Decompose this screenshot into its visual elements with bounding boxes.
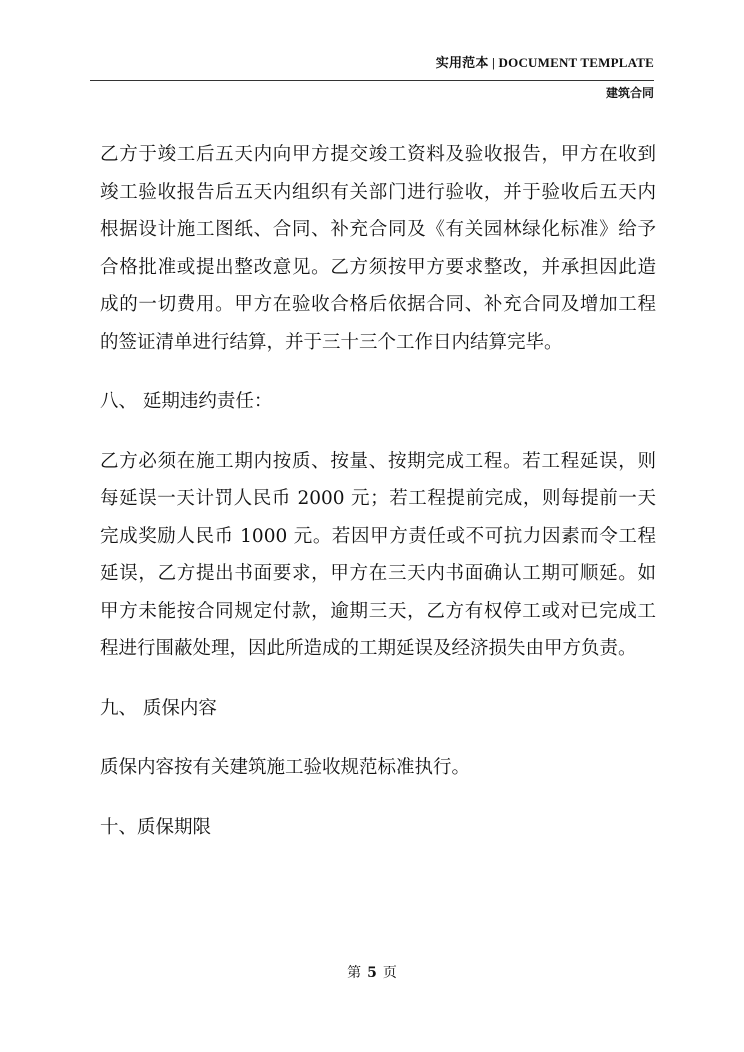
paragraph-line: 甲方未能按合同规定付款，逾期三天，乙方有权停工或对已完成工 [100,600,656,622]
paragraph-line: 乙方必须在施工期内按质、按量、按期完成工程。若工程延误，则 [100,450,656,472]
paragraph-line: 成的一切费用。甲方在验收合格后依据合同、补充合同及增加工程 [100,294,656,315]
document-body [100,136,656,846]
page-footer [0,962,744,982]
paragraph-line: 根据设计施工图纸、合同、补充合同及《有关园林绿化标准》给予 [100,219,656,240]
paragraph-warranty-content: 质保内容按有关建筑施工验收规范标准执行。 [100,757,471,778]
paragraph-line: 的签证清单进行结算，并于三十三个工作日内结算完毕。 [100,331,563,353]
section-heading-9: 九、 质保内容 [100,697,217,719]
paragraph-line: 乙方于竣工后五天内向甲方提交竣工资料及验收报告，甲方在收到 [100,144,656,165]
paragraph-acceptance [100,136,656,361]
page-number: 5 [367,965,377,981]
header-divider [90,80,654,81]
paragraph-line: 完成奖励人民币 1000 元。若因甲方责任或不可抗力因素而令工程 [100,525,656,547]
section-heading-8: 八、 延期违约责任： [100,391,273,412]
page-label-prefix: 第 [347,965,362,981]
paragraph-line: 每延误一天计罚人民币 2000 元；若工程提前完成，则每提前一天 [100,488,656,509]
paragraph-line: 延误，乙方提出书面要求，甲方在三天内书面确认工期可顺延。如 [100,563,656,584]
header-doc-type: 建筑合同 [605,86,654,100]
section-heading-10: 十、质保期限 [100,816,212,838]
paragraph-delay-penalty [100,443,656,668]
paragraph-line: 合格批准或提出整改意见。乙方须按甲方要求整改，并承担因此造 [100,256,656,278]
paragraph-line: 竣工验收报告后五天内组织有关部门进行验收，并于验收后五天内 [100,181,656,203]
paragraph-line: 程进行围蔽处理，因此所造成的工期延误及经济损失由甲方负责。 [100,638,637,659]
page-label-suffix: 页 [382,965,397,981]
header-brand: 实用范本 | DOCUMENT TEMPLATE [435,55,654,70]
